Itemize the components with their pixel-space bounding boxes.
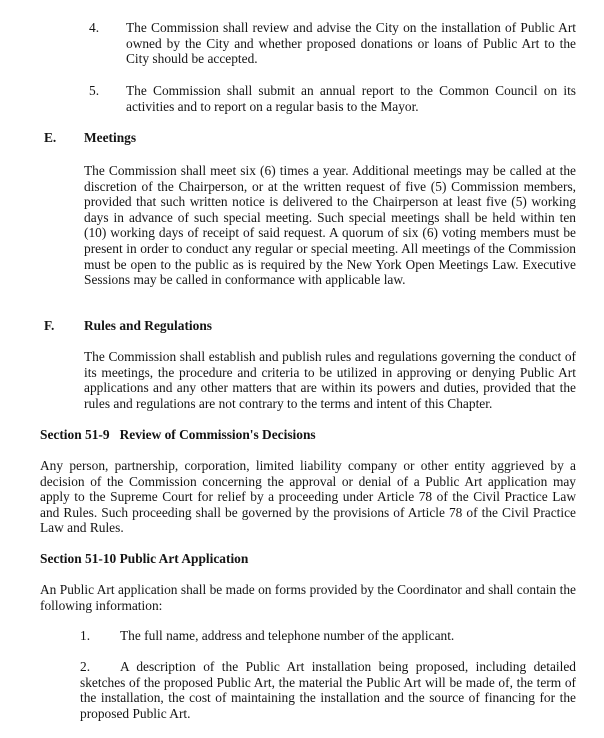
list-item-number: 1. (80, 628, 91, 643)
list-item-number: 2. (80, 659, 91, 674)
section-heading: Meetings (84, 130, 137, 145)
section-heading: Section 51-9 Review of Commission's Decisions (40, 427, 316, 442)
section-intro: An Public Art application shall be made on forms provided by the Coordinator and shall contain the following information: (40, 582, 576, 613)
list-item-text: A description of the Public Art installation being proposed, including detailed sketches of the proposed Public Art, the material the Public Art will be made of, the term of the installation, the cost of maintaining the installation and the source of financing for the proposed Public Art. (80, 659, 576, 721)
list-item-text: The Commission shall review and advise the City on the installation of Public Art owned by the City and whether proposed donations or loans of Public Art to the City should be accepted. (126, 20, 576, 67)
list-item-number: 5. (89, 83, 100, 98)
section-body: The Commission shall establish and publish rules and regulations governing the conduct of its meetings, the procedure and criteria to be utilized in approving or denying Public Art applications and any other matters that are within its powers and duties, provided that the rules and regulations are not contrary to the terms and intent of this Chapter. (84, 349, 576, 411)
section-letter: E. (44, 130, 57, 145)
section-heading: Section 51-10 Public Art Application (40, 551, 249, 566)
section-body: Any person, partnership, corporation, limited liability company or other entity aggrieved by a decision of the Commission concerning the approval or denial of a Public Art application may apply to the Supreme Court for relief by a proceeding under Article 78 of the Civil Practice Law and Rules. Such proceeding shall be governed by the provisions of Article 78 of the Civil Practice Law and Rules. (40, 458, 576, 536)
list-item-text: The Commission shall submit an annual report to the Common Council on its activities and to report on a regular basis to the Mayor. (126, 83, 576, 114)
section-body: The Commission shall meet six (6) times a year. Additional meetings may be called at the discretion of the Chairperson, or at the written request of five (5) Commission members, provided that such written notice is delivered to the Chairperson at least five (5) working days in advance of such special meeting. Such special meetings shall be held within ten (10) working days of receipt of said request. A quorum of six (6) voting members must be present in order to conduct any regular or special meeting. All meetings of the Commission must be open to the public as is required by the New York Open Meetings Law. Executive Sessions may be called in conformance with applicable law. (84, 163, 576, 288)
section-letter: F. (44, 318, 55, 333)
list-item-number: 4. (89, 20, 100, 35)
list-item-text: The full name, address and telephone number of the applicant. (120, 628, 455, 643)
section-heading: Rules and Regulations (84, 318, 212, 333)
